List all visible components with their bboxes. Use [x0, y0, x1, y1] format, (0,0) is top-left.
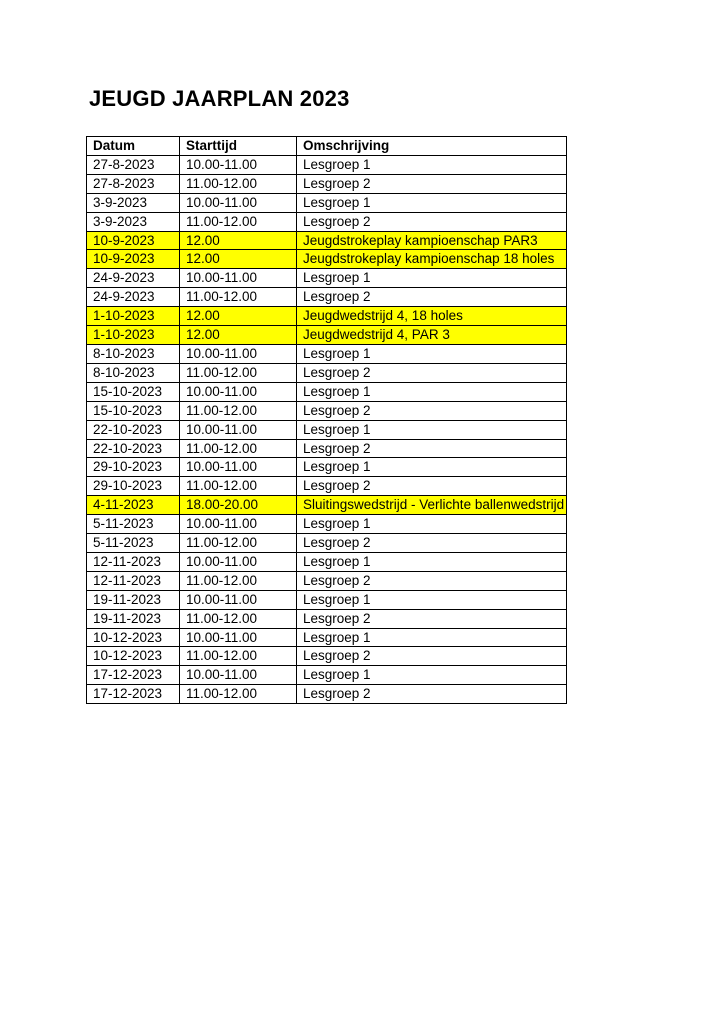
cell-datum: 10-9-2023 — [87, 250, 180, 269]
cell-datum: 19-11-2023 — [87, 590, 180, 609]
cell-datum: 22-10-2023 — [87, 420, 180, 439]
cell-datum: 27-8-2023 — [87, 155, 180, 174]
table-row — [87, 326, 567, 345]
cell-starttijd: 11.00-12.00 — [180, 212, 297, 231]
cell-datum: 10-9-2023 — [87, 231, 180, 250]
cell-starttijd: 11.00-12.00 — [180, 685, 297, 704]
cell-omschrijving: Lesgroep 2 — [297, 609, 567, 628]
cell-datum: 22-10-2023 — [87, 439, 180, 458]
cell-omschrijving: Lesgroep 2 — [297, 363, 567, 382]
cell-starttijd: 11.00-12.00 — [180, 174, 297, 193]
cell-datum: 5-11-2023 — [87, 515, 180, 534]
cell-starttijd: 10.00-11.00 — [180, 269, 297, 288]
cell-omschrijving: Lesgroep 2 — [297, 685, 567, 704]
cell-starttijd: 10.00-11.00 — [180, 628, 297, 647]
table-row — [87, 496, 567, 515]
table-row — [87, 307, 567, 326]
cell-omschrijving: Lesgroep 1 — [297, 458, 567, 477]
table-row — [87, 458, 567, 477]
cell-starttijd: 11.00-12.00 — [180, 288, 297, 307]
page-title: JEUGD JAARPLAN 2023 — [89, 86, 350, 111]
cell-starttijd: 12.00 — [180, 326, 297, 345]
cell-omschrijving: Jeugdstrokeplay kampioenschap 18 holes — [297, 250, 567, 269]
table-row — [87, 363, 567, 382]
cell-omschrijving: Jeugdstrokeplay kampioenschap PAR3 — [297, 231, 567, 250]
header-datum: Datum — [87, 137, 180, 156]
cell-omschrijving: Lesgroep 1 — [297, 382, 567, 401]
cell-omschrijving: Lesgroep 2 — [297, 212, 567, 231]
cell-datum: 12-11-2023 — [87, 571, 180, 590]
cell-omschrijving: Jeugdwedstrijd 4, 18 holes — [297, 307, 567, 326]
header-starttijd: Starttijd — [180, 137, 297, 156]
cell-omschrijving: Jeugdwedstrijd 4, PAR 3 — [297, 326, 567, 345]
cell-omschrijving: Lesgroep 1 — [297, 420, 567, 439]
cell-starttijd: 11.00-12.00 — [180, 439, 297, 458]
table-row — [87, 552, 567, 571]
table-row — [87, 382, 567, 401]
cell-omschrijving: Lesgroep 1 — [297, 515, 567, 534]
cell-starttijd: 11.00-12.00 — [180, 477, 297, 496]
schedule-table — [86, 136, 567, 704]
header-omschrijving: Omschrijving — [297, 137, 567, 156]
table-row — [87, 250, 567, 269]
cell-datum: 4-11-2023 — [87, 496, 180, 515]
table-row — [87, 420, 567, 439]
cell-datum: 29-10-2023 — [87, 458, 180, 477]
cell-starttijd: 10.00-11.00 — [180, 420, 297, 439]
table-row — [87, 534, 567, 553]
cell-starttijd: 10.00-11.00 — [180, 666, 297, 685]
cell-datum: 3-9-2023 — [87, 212, 180, 231]
table-row — [87, 212, 567, 231]
cell-starttijd: 11.00-12.00 — [180, 401, 297, 420]
cell-starttijd: 10.00-11.00 — [180, 552, 297, 571]
cell-starttijd: 11.00-12.00 — [180, 571, 297, 590]
cell-datum: 10-12-2023 — [87, 628, 180, 647]
cell-datum: 29-10-2023 — [87, 477, 180, 496]
table-row — [87, 609, 567, 628]
cell-datum: 19-11-2023 — [87, 609, 180, 628]
table-row — [87, 155, 567, 174]
table-row — [87, 439, 567, 458]
table-row — [87, 193, 567, 212]
cell-omschrijving: Lesgroep 2 — [297, 401, 567, 420]
cell-datum: 1-10-2023 — [87, 326, 180, 345]
table-row — [87, 231, 567, 250]
cell-starttijd: 10.00-11.00 — [180, 590, 297, 609]
cell-omschrijving: Lesgroep 1 — [297, 666, 567, 685]
cell-starttijd: 10.00-11.00 — [180, 382, 297, 401]
cell-omschrijving: Lesgroep 2 — [297, 288, 567, 307]
cell-starttijd: 10.00-11.00 — [180, 155, 297, 174]
cell-omschrijving: Lesgroep 1 — [297, 193, 567, 212]
cell-starttijd: 11.00-12.00 — [180, 647, 297, 666]
cell-datum: 8-10-2023 — [87, 344, 180, 363]
table-row — [87, 571, 567, 590]
cell-datum: 1-10-2023 — [87, 307, 180, 326]
cell-omschrijving: Lesgroep 1 — [297, 552, 567, 571]
table-row — [87, 269, 567, 288]
cell-starttijd: 12.00 — [180, 307, 297, 326]
table-row — [87, 174, 567, 193]
cell-datum: 17-12-2023 — [87, 666, 180, 685]
cell-starttijd: 10.00-11.00 — [180, 193, 297, 212]
cell-datum: 15-10-2023 — [87, 382, 180, 401]
cell-datum: 24-9-2023 — [87, 288, 180, 307]
cell-datum: 27-8-2023 — [87, 174, 180, 193]
cell-datum: 10-12-2023 — [87, 647, 180, 666]
cell-datum: 15-10-2023 — [87, 401, 180, 420]
table-row — [87, 666, 567, 685]
cell-omschrijving: Lesgroep 2 — [297, 439, 567, 458]
cell-omschrijving: Lesgroep 1 — [297, 269, 567, 288]
table-row — [87, 288, 567, 307]
cell-starttijd: 11.00-12.00 — [180, 609, 297, 628]
cell-omschrijving: Lesgroep 1 — [297, 590, 567, 609]
cell-omschrijving: Lesgroep 2 — [297, 571, 567, 590]
table-row — [87, 647, 567, 666]
cell-omschrijving: Lesgroep 1 — [297, 155, 567, 174]
cell-starttijd: 10.00-11.00 — [180, 344, 297, 363]
cell-starttijd: 12.00 — [180, 250, 297, 269]
cell-starttijd: 18.00-20.00 — [180, 496, 297, 515]
cell-omschrijving: Lesgroep 2 — [297, 477, 567, 496]
table-row — [87, 344, 567, 363]
cell-omschrijving: Lesgroep 1 — [297, 628, 567, 647]
cell-omschrijving: Lesgroep 1 — [297, 344, 567, 363]
cell-datum: 5-11-2023 — [87, 534, 180, 553]
cell-datum: 3-9-2023 — [87, 193, 180, 212]
cell-starttijd: 10.00-11.00 — [180, 458, 297, 477]
cell-starttijd: 11.00-12.00 — [180, 363, 297, 382]
cell-datum: 17-12-2023 — [87, 685, 180, 704]
cell-omschrijving: Sluitingswedstrijd - Verlichte ballenwedstrijd — [297, 496, 567, 515]
cell-omschrijving: Lesgroep 2 — [297, 534, 567, 553]
table-header-row — [87, 137, 567, 156]
cell-starttijd: 12.00 — [180, 231, 297, 250]
cell-omschrijving: Lesgroep 2 — [297, 174, 567, 193]
table-row — [87, 590, 567, 609]
cell-datum: 8-10-2023 — [87, 363, 180, 382]
table-row — [87, 515, 567, 534]
cell-starttijd: 10.00-11.00 — [180, 515, 297, 534]
table-row — [87, 401, 567, 420]
table-row — [87, 477, 567, 496]
cell-starttijd: 11.00-12.00 — [180, 534, 297, 553]
table-row — [87, 685, 567, 704]
table-row — [87, 628, 567, 647]
cell-omschrijving: Lesgroep 2 — [297, 647, 567, 666]
cell-datum: 24-9-2023 — [87, 269, 180, 288]
cell-datum: 12-11-2023 — [87, 552, 180, 571]
